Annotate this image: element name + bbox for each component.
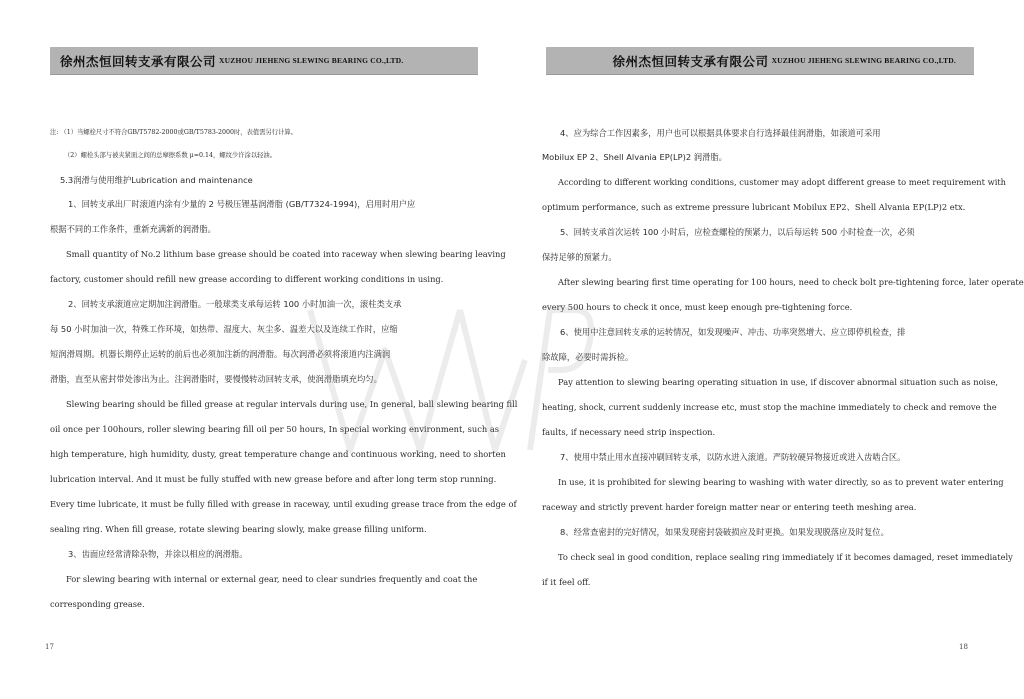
right-page-line: 保持足够的预紧力。 [542, 252, 617, 262]
left-page-line: 滑脂，直至从密封带处渗出为止。注润滑脂时，要慢慢转动回转支承，使润滑脂填充均匀。 [50, 374, 382, 384]
right-page-line: faults, if necessary need strip inspection. [542, 427, 716, 437]
left-page-line: For slewing bearing with internal or external gear, need to clear sundries frequently and coat the [66, 574, 478, 584]
right-page-line: 除故障，必要时需拆检。 [542, 352, 634, 362]
page-number-left: 17 [45, 643, 54, 651]
company-name-en: XUZHOU JIEHENG SLEWING BEARING CO.,LTD. [771, 56, 956, 65]
right-page-line: 7、使用中禁止用水直接冲刷回转支承，以防水进入滚道。严防较硬异物接近或进入齿啮合区。 [560, 452, 906, 462]
left-page-line: 注: （1）当螺栓尺寸不符合GB/T5782-2000或GB/T5783-2000时，表值需另行计算。 [50, 129, 297, 136]
left-page-line: 每 50 小时加油一次，特殊工作环境，如热带、湿度大、灰尘多、温差大以及连续工作时，应缩 [50, 324, 398, 334]
right-page-line: every 500 hours to check it once, must keep enough pre-tightening force. [542, 302, 853, 312]
left-page-line: factory, customer should refill new grease according to different working conditions in using. [50, 274, 444, 284]
right-page-line: if it feel off. [542, 577, 591, 587]
right-page-line: heating, shock, current suddenly increase etc, must stop the machine immediately to check and remove the [542, 402, 997, 412]
company-name-cn: 徐州杰恒回转支承有限公司 [612, 53, 769, 69]
company-name-cn: 徐州杰恒回转支承有限公司 [60, 53, 217, 69]
right-page-line: 4、应为综合工作因素多，用户也可以根据具体要求自行选择最佳润滑脂，如滚道可采用 [560, 128, 881, 138]
page-number-right: 18 [959, 643, 968, 651]
right-page-line: After slewing bearing first time operating for 100 hours, need to check bolt pre-tightening force, later operate [558, 277, 1024, 287]
left-page-line: high temperature, high humidity, dusty, great temperature change and continuous working, need to shorten [50, 449, 506, 459]
left-page-line: Small quantity of No.2 lithium base grease should be coated into raceway when slewing bearing leaving [66, 249, 506, 259]
right-page-line: 5、回转支承首次运转 100 小时后，应检查螺栓的预紧力，以后每运转 500 小时检查一次，必须 [560, 227, 915, 237]
right-page-line: 8、经常查密封的完好情况，如果发现密封袋破损应及时更换。如果发现脱落应及时复位。 [560, 527, 889, 537]
right-header-bar [546, 47, 974, 75]
left-page-line: 根据不同的工作条件，重新充满新的润滑脂。 [50, 224, 216, 234]
right-page [512, 0, 1024, 699]
left-page-line: Every time lubricate, it must be fully filled with grease in raceway, until exuding grease trace from the edge of [50, 499, 517, 509]
right-page-line: In use, it is prohibited for slewing bearing to washing with water directly, so as to prevent water entering [558, 477, 1004, 487]
left-page-line: corresponding grease. [50, 599, 145, 609]
left-page-line: 短润滑周期。机器长期停止运转的前后也必须加注新的润滑脂。每次润滑必须将滚道内注满润 [50, 349, 391, 359]
left-page-line: 5.3润滑与使用维护Lubrication and maintenance [60, 175, 253, 185]
right-page-line: 6、使用中注意回转支承的运转情况，如发现噪声、冲击、功率突然增大、应立即停机检查，排 [560, 327, 906, 337]
left-page-line: 2、回转支承滚道应定期加注润滑脂。一般球类支承每运转 100 小时加油一次，滚柱类支承 [68, 299, 402, 309]
left-page-line: Slewing bearing should be filled grease at regular intervals during use, In general, ball slewing bearing fill [66, 399, 518, 409]
left-page-line: （2）螺栓头部与被夹紧面之间的总摩擦系数 μ=0.14，螺纹少许涂以轻油。 [64, 152, 277, 159]
company-name-en: XUZHOU JIEHENG SLEWING BEARING CO.,LTD. [219, 56, 404, 65]
left-page-line: 1、回转支承出厂时滚道内涂有少量的 2 号极压锂基润滑脂 (GB/T7324-1994)，启用时用户应 [68, 199, 416, 209]
right-page-line: Mobilux EP 2、Shell Alvania EP(LP)2 润滑脂。 [542, 152, 727, 162]
left-header-bar [50, 47, 478, 75]
right-page-line: To check seal in good condition, replace sealing ring immediately if it becomes damaged, reset immediately [558, 552, 1013, 562]
left-page-line: 3、齿面应经常清除杂物，并涂以相应的润滑脂。 [68, 549, 248, 559]
right-page-line: According to different working conditions, customer may adopt different grease to meet requirement with [558, 177, 1007, 187]
left-page-line: oil once per 100hours, roller slewing bearing fill oil per 50 hours, In special working environment, such as [50, 424, 500, 434]
right-page-line: optimum performance, such as extreme pressure lubricant Mobilux EP2、Shell Alvania EP(LP)2 etx. [542, 202, 966, 212]
left-page-line: sealing ring. When fill grease, rotate slewing bearing slowly, make grease filling uniform. [50, 524, 427, 534]
right-page-line: Pay attention to slewing bearing operating situation in use, if discover abnormal situation such as noise, [558, 377, 999, 387]
right-page-line: raceway and strictly prevent harder foreign matter near or entering teeth meshing area. [542, 502, 917, 512]
left-page-line: lubrication interval. And it must be fully stuffed with new grease before and after long term stop running. [50, 474, 497, 484]
